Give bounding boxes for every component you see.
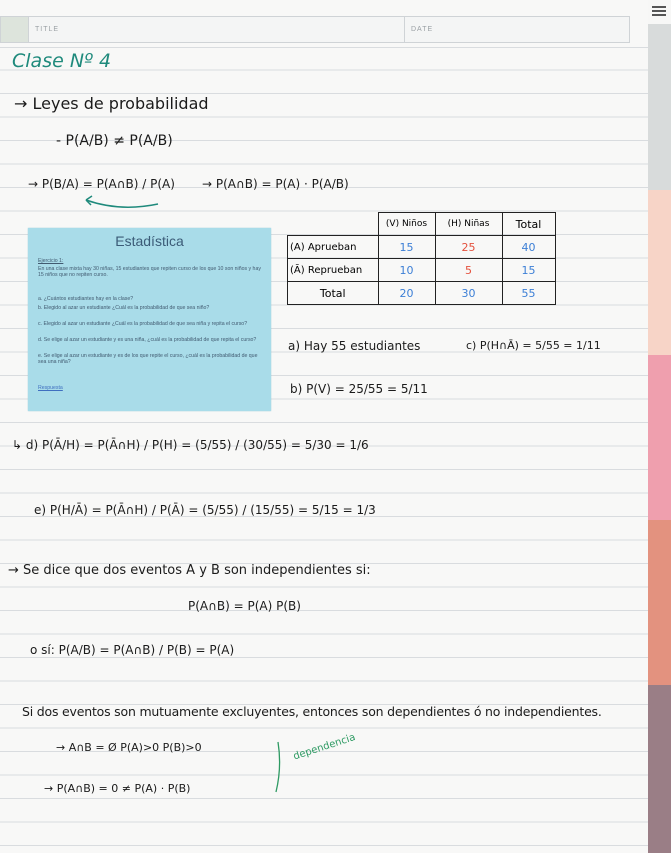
answer-d: ↳ d) P(Ā/H) = P(Ā∩H) / P(H) = (5/55) / (30/55) = 5/30 = 1/6 xyxy=(12,438,369,452)
exercise-card xyxy=(28,228,271,411)
cell: 15 xyxy=(502,259,555,282)
independence-formula: P(A∩B) = P(A) P(B) xyxy=(188,599,301,613)
independence-intro: → Se dice que dos eventos A y B son independientes si: xyxy=(8,563,371,578)
answer-e: e) P(H/Ā) = P(Ā∩H) / P(Ā) = (5/55) / (15/55) = 5/15 = 1/3 xyxy=(34,503,376,517)
question-d: d. Se elige al azar un estudiante y es una niña, ¿cuál es la probabilidad de que repita el curso? xyxy=(38,337,257,343)
row-label-total: Total xyxy=(288,282,379,305)
cell: 40 xyxy=(502,236,555,259)
answer-a: a) Hay 55 estudiantes xyxy=(288,339,421,353)
tab-mauve[interactable] xyxy=(648,685,671,853)
tab-peach[interactable] xyxy=(648,190,671,355)
formula-2-right: → P(A∩B) = P(A) · P(A/B) xyxy=(202,177,349,191)
side-note: dependencia xyxy=(292,732,357,763)
col-header-girls: (H) Niñas xyxy=(435,213,502,236)
mutually-exclusive: Si dos eventos son mutuamente excluyentes, entonces son dependientes ó no independientes. xyxy=(22,704,602,719)
row-label-aprueban: (A) Aprueban xyxy=(288,236,379,259)
cell: 20 xyxy=(378,282,435,305)
question-e: e. Se elige al azar un estudiante y es de los que repite el curso, ¿cuál es la probabilidad de que sea una niña? xyxy=(38,353,258,365)
tab-salmon[interactable] xyxy=(648,520,671,685)
cell: 30 xyxy=(435,282,502,305)
cell: 15 xyxy=(378,236,435,259)
section-tabs xyxy=(648,0,671,853)
answer-c: c) P(H∩Ā) = 5/55 = 1/11 xyxy=(466,339,601,352)
exercise-label: Ejercicio 1: xyxy=(38,258,64,264)
answer-link[interactable]: Respuesta xyxy=(38,385,63,391)
cell: 55 xyxy=(502,282,555,305)
condition-2: → P(A∩B) = 0 ≠ P(A) · P(B) xyxy=(44,782,191,795)
cell: 10 xyxy=(378,259,435,282)
col-header-total: Total xyxy=(502,213,555,236)
answer-b: b) P(V) = 25/55 = 5/11 xyxy=(290,382,428,396)
date-label: DATE xyxy=(411,26,434,33)
topic-heading: → Leyes de probabilidad xyxy=(14,94,209,113)
exercise-intro: En una clase mixta hay 30 niñas, 15 estudiantes que repiten curso de los que 10 son niños y hay 15 niños que no repiten curso. xyxy=(38,266,261,278)
or-formula: o sí: P(A/B) = P(A∩B) / P(B) = P(A) xyxy=(30,643,235,657)
question-a: a. ¿Cuántos estudiantes hay en la clase? xyxy=(38,296,134,302)
card-title: Estadística xyxy=(115,233,184,249)
cell: 5 xyxy=(435,259,502,282)
row-label-reprueban: (Ā) Reprueban xyxy=(288,259,379,282)
question-c: c. Elegido al azar un estudiante ¿Cuál es la probabilidad de que sea niña y repita el curso? xyxy=(38,321,248,327)
contingency-table xyxy=(287,212,556,305)
condition-1: → A∩B = Ø P(A)>0 P(B)>0 xyxy=(56,741,202,754)
title-label: TITLE xyxy=(35,26,60,33)
col-header-boys: (V) Niños xyxy=(378,213,435,236)
formula-1: - P(A/B) ≠ P(A/B) xyxy=(56,133,173,149)
tab-pink[interactable] xyxy=(648,355,671,520)
question-b: b. Elegido al azar un estudiante ¿Cuál es la probabilidad de que sea niño? xyxy=(38,305,210,311)
formula-2-left: → P(B/A) = P(A∩B) / P(A) xyxy=(28,177,175,191)
tab-gray[interactable] xyxy=(648,24,671,190)
cell: 25 xyxy=(435,236,502,259)
class-heading: Clase Nº 4 xyxy=(12,50,112,72)
